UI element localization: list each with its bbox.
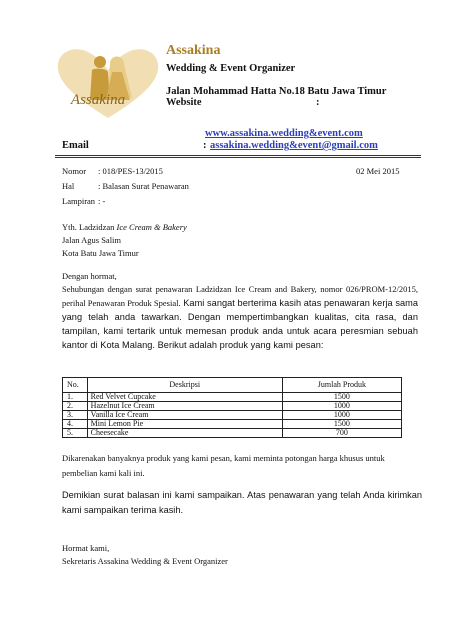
greeting: Dengan hormat, <box>62 271 117 281</box>
table-header-row <box>63 378 402 393</box>
logo-text: Assakina <box>70 92 126 108</box>
lampiran-label: Lampiran <box>62 196 96 206</box>
email-link[interactable]: assakina.wedding&event@gmail.com <box>210 140 378 151</box>
table-row <box>63 429 402 438</box>
closing: Hormat kami, <box>62 543 110 553</box>
row-quantity: 1500 <box>282 393 401 402</box>
body-paragraph-1 <box>62 284 418 352</box>
lampiran-value: : - <box>98 196 106 206</box>
hal-label: Hal <box>62 181 75 191</box>
signatory: Sekretaris Assakina Wedding & Event Organizer <box>62 556 228 566</box>
row-quantity: 700 <box>282 429 401 438</box>
row-quantity: 1500 <box>282 420 401 429</box>
body-paragraph-2: Dikarenakan banyaknya produk yang kami pesan, kami meminta potongan harga khusus untuk pembelian kami kali ini. <box>62 453 385 478</box>
nomor-label: Nomor <box>62 166 87 176</box>
row-description: Red Velvet Cupcake <box>87 393 282 402</box>
row-no: 3. <box>63 411 88 420</box>
row-no: 2. <box>63 402 88 411</box>
website-label: Website <box>166 97 202 108</box>
body-paragraph-3: Demikian surat balasan ini kami sampaikan. Atas penawaran yang telah Anda kirimkan kami sampaikan terima kasih. <box>62 490 422 515</box>
row-description: Hazelnut Ice Cream <box>87 402 282 411</box>
company-subtitle: Wedding & Event Organizer <box>166 63 296 74</box>
email-label: Email <box>62 140 89 151</box>
row-description: Vanilla Ice Cream <box>87 411 282 420</box>
row-no: 5. <box>63 429 88 438</box>
row-no: 4. <box>63 420 88 429</box>
hal-value: : Balasan Surat Penawaran <box>98 181 189 191</box>
recipient-address-line2: Kota Batu Jawa Timur <box>62 248 139 258</box>
website-colon: : <box>316 97 320 108</box>
website-link[interactable]: www.assakina.wedding&event.com <box>205 128 363 139</box>
recipient-address-line1: Jalan Agus Salim <box>62 235 122 245</box>
nomor-value: : 018/PES-13/2015 <box>98 166 163 176</box>
row-quantity: 1000 <box>282 411 401 420</box>
product-table <box>62 377 402 438</box>
header-divider <box>55 155 421 158</box>
paragraph-1-main: Kami sangat berterima kasih atas penawaran kerja sama yang telah anda tawarkan. Dengan mempertimbangkan kualitas, cita rasa, dan tampilan, kami tertarik untuk memesan produk anda untuk acara peresmian sebuah kantor di Kota Malang. Berikut adalah produk yang kami pesan: <box>62 297 418 350</box>
recipient-line <box>62 222 187 232</box>
letter-date: 02 Mei 2015 <box>356 166 400 176</box>
logo-groom-head <box>94 56 106 68</box>
row-description: Mini Lemon Pie <box>87 420 282 429</box>
email-colon: : <box>203 140 207 151</box>
row-no: 1. <box>63 393 88 402</box>
recipient-prefix: Yth. Ladzidzan <box>62 222 117 232</box>
company-logo <box>52 44 164 122</box>
header-no: No. <box>63 378 88 393</box>
row-description: Cheesecake <box>87 429 282 438</box>
recipient-company: Ice Cream & Bakery <box>116 222 187 232</box>
company-address: Jalan Mohammad Hatta No.18 Batu Jawa Timur <box>166 86 387 97</box>
header-jumlah: Jumlah Produk <box>282 378 401 393</box>
row-quantity: 1000 <box>282 402 401 411</box>
company-name: Assakina <box>166 43 221 58</box>
paragraph-1-intro: Sehubungan dengan surat penawaran Ladzidzan Ice Cream and Bakery, nomor 026/PROM-12/2015, perihal Penawaran Produk Spesial. <box>62 284 418 308</box>
header-deskripsi: Deskripsi <box>87 378 282 393</box>
